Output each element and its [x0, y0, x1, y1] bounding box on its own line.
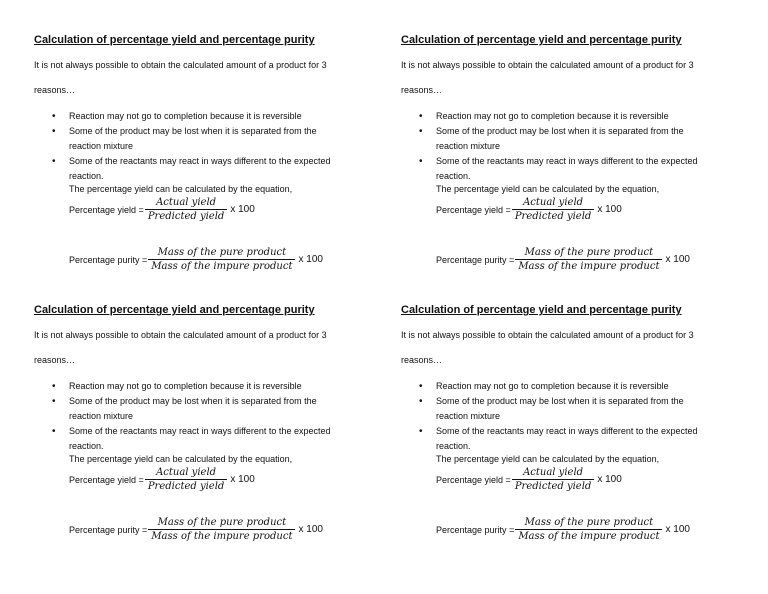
- bullet-icon: •: [419, 126, 423, 137]
- purity-equation: [436, 247, 690, 272]
- bullet-text: Some of the product may be lost when it is separated from the reaction mixture: [69, 126, 317, 151]
- purity-denominator: Mass of the impure product: [515, 259, 662, 272]
- worksheet-card: [34, 34, 394, 304]
- card-title: Calculation of percentage yield and percentage purity: [34, 34, 315, 46]
- bullet-icon: •: [52, 156, 56, 167]
- bullet-text: Reaction may not go to completion because it is reversible: [436, 111, 669, 121]
- bullet-text: Some of the reactants may react in ways different to the expected reaction.: [69, 426, 331, 451]
- intro-text: It is not always possible to obtain the calculated amount of a product for 3: [401, 60, 694, 70]
- purity-denominator: Mass of the impure product: [148, 529, 295, 542]
- purity-denominator: Mass of the impure product: [148, 259, 295, 272]
- card-title: Calculation of percentage yield and percentage purity: [401, 304, 682, 316]
- intro-text: It is not always possible to obtain the calculated amount of a product for 3: [34, 60, 327, 70]
- purity-numerator: Mass of the pure product: [524, 517, 654, 528]
- yield-numerator: Actual yield: [156, 467, 217, 478]
- purity-label: Percentage purity =: [69, 524, 148, 535]
- bullet-text: Some of the product may be lost when it is separated from the reaction mixture: [436, 126, 684, 151]
- yield-multiplier: x 100: [597, 474, 622, 485]
- bullet-icon: •: [419, 396, 423, 407]
- purity-numerator: Mass of the pure product: [524, 247, 654, 258]
- bullet-icon: •: [52, 396, 56, 407]
- equation-intro: The percentage yield can be calculated by the equation,: [69, 454, 293, 464]
- worksheet-card: [401, 304, 761, 574]
- card-title: Calculation of percentage yield and percentage purity: [34, 304, 315, 316]
- purity-fraction: [515, 517, 662, 542]
- yield-multiplier: x 100: [230, 204, 255, 215]
- purity-equation: [436, 517, 690, 542]
- yield-numerator: Actual yield: [156, 197, 217, 208]
- bullet-text: Some of the reactants may react in ways different to the expected reaction.: [436, 426, 698, 451]
- purity-label: Percentage purity =: [436, 524, 515, 535]
- reasons-text: reasons…: [401, 355, 443, 365]
- bullet-icon: •: [52, 126, 56, 137]
- bullet-icon: •: [419, 156, 423, 167]
- worksheet-card: [34, 304, 394, 574]
- purity-multiplier: x 100: [665, 254, 690, 265]
- yield-denominator: Predicted yield: [145, 479, 228, 492]
- yield-label: Percentage yield =: [436, 204, 511, 215]
- yield-numerator: Actual yield: [523, 467, 584, 478]
- reasons-text: reasons…: [401, 85, 443, 95]
- card-title: Calculation of percentage yield and percentage purity: [401, 34, 682, 46]
- equation-intro: The percentage yield can be calculated by the equation,: [436, 184, 660, 194]
- yield-denominator: Predicted yield: [512, 479, 595, 492]
- bullet-text: Reaction may not go to completion because it is reversible: [69, 381, 302, 391]
- purity-denominator: Mass of the impure product: [515, 529, 662, 542]
- yield-fraction: [145, 467, 228, 492]
- purity-equation: [69, 247, 323, 272]
- purity-fraction: [148, 247, 295, 272]
- yield-equation: [436, 197, 622, 222]
- yield-multiplier: x 100: [230, 474, 255, 485]
- yield-numerator: Actual yield: [523, 197, 584, 208]
- reasons-text: reasons…: [34, 85, 76, 95]
- yield-fraction: [145, 197, 228, 222]
- yield-fraction: [512, 467, 595, 492]
- purity-multiplier: x 100: [298, 524, 323, 535]
- bullet-icon: •: [419, 426, 423, 437]
- reasons-text: reasons…: [34, 355, 76, 365]
- bullet-icon: •: [52, 111, 56, 122]
- intro-text: It is not always possible to obtain the calculated amount of a product for 3: [34, 330, 327, 340]
- bullet-text: Some of the product may be lost when it is separated from the reaction mixture: [69, 396, 317, 421]
- yield-label: Percentage yield =: [69, 474, 144, 485]
- yield-equation: [436, 467, 622, 492]
- purity-fraction: [148, 517, 295, 542]
- yield-denominator: Predicted yield: [145, 209, 228, 222]
- purity-multiplier: x 100: [298, 254, 323, 265]
- purity-label: Percentage purity =: [69, 254, 148, 265]
- yield-label: Percentage yield =: [436, 474, 511, 485]
- bullet-text: Some of the reactants may react in ways different to the expected reaction.: [436, 156, 698, 181]
- bullet-icon: •: [419, 111, 423, 122]
- purity-equation: [69, 517, 323, 542]
- purity-fraction: [515, 247, 662, 272]
- bullet-text: Some of the reactants may react in ways different to the expected reaction.: [69, 156, 331, 181]
- purity-numerator: Mass of the pure product: [157, 517, 287, 528]
- yield-equation: [69, 467, 255, 492]
- intro-text: It is not always possible to obtain the calculated amount of a product for 3: [401, 330, 694, 340]
- bullet-icon: •: [419, 381, 423, 392]
- bullet-icon: •: [52, 426, 56, 437]
- yield-denominator: Predicted yield: [512, 209, 595, 222]
- bullet-text: Reaction may not go to completion because it is reversible: [436, 381, 669, 391]
- bullet-text: Reaction may not go to completion because it is reversible: [69, 111, 302, 121]
- purity-numerator: Mass of the pure product: [157, 247, 287, 258]
- purity-multiplier: x 100: [665, 524, 690, 535]
- worksheet-card: [401, 34, 761, 304]
- purity-label: Percentage purity =: [436, 254, 515, 265]
- equation-intro: The percentage yield can be calculated by the equation,: [69, 184, 293, 194]
- bullet-icon: •: [52, 381, 56, 392]
- yield-equation: [69, 197, 255, 222]
- yield-fraction: [512, 197, 595, 222]
- equation-intro: The percentage yield can be calculated by the equation,: [436, 454, 660, 464]
- yield-multiplier: x 100: [597, 204, 622, 215]
- bullet-text: Some of the product may be lost when it is separated from the reaction mixture: [436, 396, 684, 421]
- yield-label: Percentage yield =: [69, 204, 144, 215]
